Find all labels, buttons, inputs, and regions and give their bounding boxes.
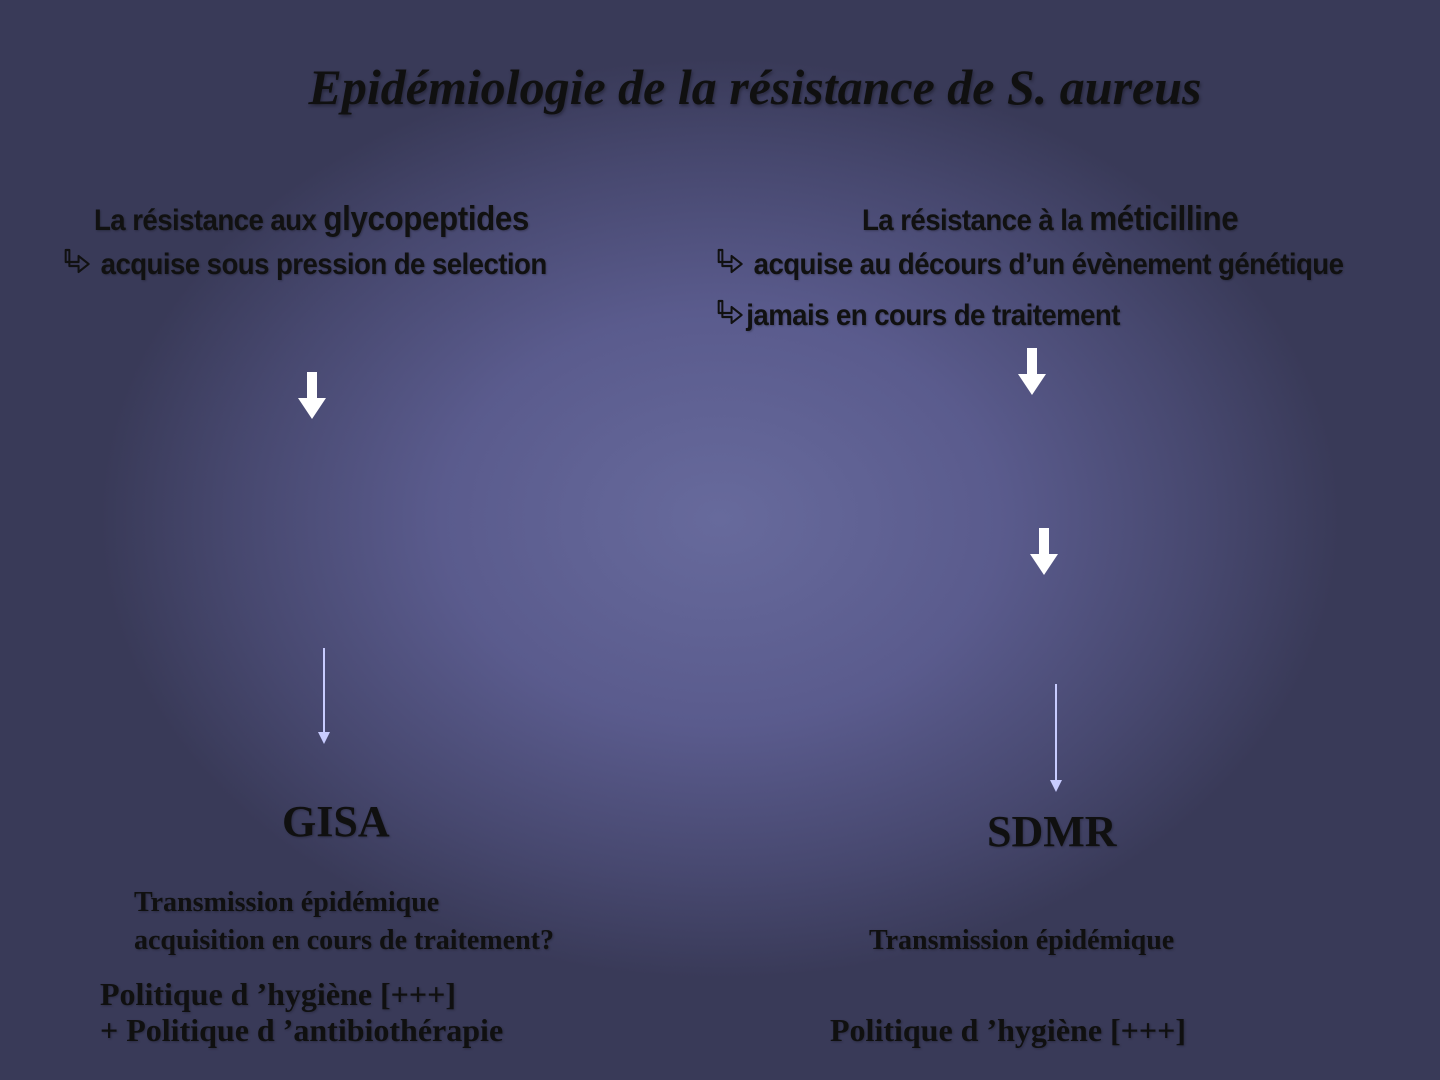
left-result-label: GISA	[282, 797, 390, 846]
thin-down-arrow-icon	[316, 646, 332, 746]
right-bullet-2-text: jamais en cours de traitement	[746, 299, 1120, 332]
thin-down-arrow-icon	[1048, 682, 1064, 794]
left-bullet-1	[62, 248, 547, 282]
hook-arrow-icon	[62, 248, 91, 278]
down-arrow-icon	[297, 372, 327, 420]
hook-arrow-icon	[715, 248, 744, 278]
right-heading-keyword: méticilline	[1089, 200, 1239, 238]
left-policy-1: Politique d ’hygiène [+++]	[100, 976, 457, 1012]
left-bullet-1-text: acquise sous pression de selection	[100, 248, 547, 281]
down-arrow-icon	[1029, 528, 1059, 576]
left-policy-2: + Politique d ’antibiothérapie	[100, 1012, 504, 1048]
right-heading	[862, 200, 1238, 239]
left-note-1: Transmission épidémique	[134, 887, 440, 918]
right-heading-prefix: La résistance à la	[862, 204, 1083, 237]
left-note-2: acquisition en cours de traitement?	[134, 925, 554, 956]
right-bullet-2	[715, 299, 1120, 333]
right-result-label: SDMR	[987, 807, 1117, 856]
right-policy-1: Politique d ’hygiène [+++]	[830, 1012, 1187, 1048]
left-heading-prefix: La résistance aux	[94, 204, 317, 237]
right-note-1: Transmission épidémique	[869, 925, 1175, 956]
right-bullet-1	[715, 248, 1343, 282]
down-arrow-icon	[1017, 348, 1047, 396]
hook-arrow-icon	[715, 299, 744, 329]
left-heading-keyword: glycopeptides	[323, 200, 529, 238]
left-heading	[94, 200, 529, 239]
right-bullet-1-text: acquise au décours d’un évènement génétique	[753, 248, 1344, 281]
slide-title: Epidémiologie de la résistance de S. aureus	[308, 59, 1202, 115]
